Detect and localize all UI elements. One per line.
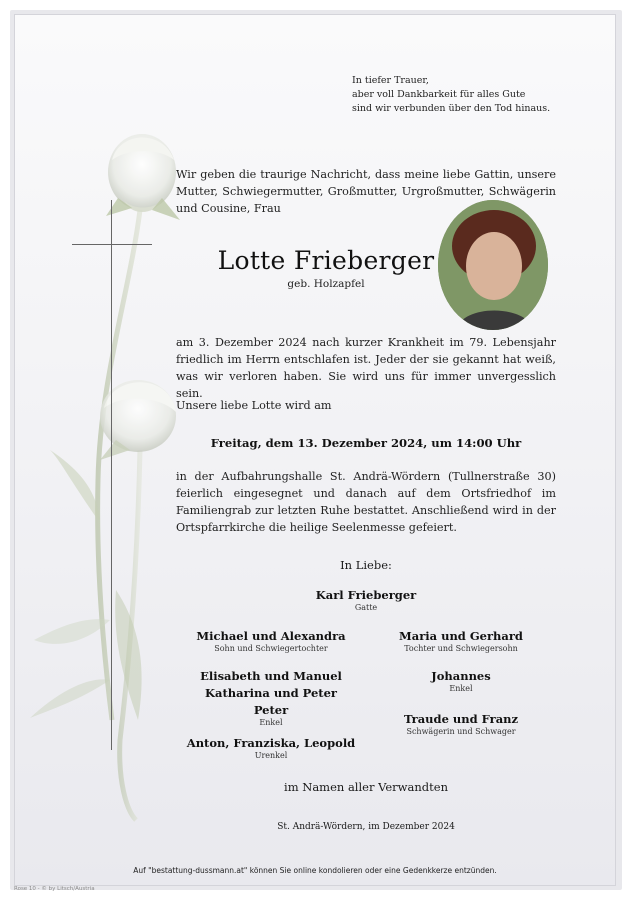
mourner-left-1 <box>176 629 366 654</box>
portrait-image <box>438 200 548 330</box>
mourner-name: Anton, Franziska, Leopold <box>186 736 356 750</box>
mourner-right-2 <box>366 669 556 694</box>
mourner-relation: Enkel <box>449 684 473 693</box>
relatives-line: im Namen aller Verwandten <box>284 780 448 794</box>
mourner-name: Maria und Gerhard <box>399 629 523 643</box>
mourner-right-3 <box>366 712 556 737</box>
funeral-intro: Unsere liebe Lotte wird am <box>176 399 332 412</box>
intro-line: In tiefer Trauer, <box>352 75 429 86</box>
mourner-name: Traude und Franz <box>403 712 519 726</box>
mourner-name: Michael und Alexandra <box>196 629 346 643</box>
mourner-name: Elisabeth und Manuel <box>200 669 342 683</box>
cross-horizontal <box>72 244 152 245</box>
death-text: am 3. Dezember 2024 nach kurzer Krankheit im 79. Lebensjahr friedlich im Herrn entschlafen ist. Jeder der sie gekannt hat weiß, was wir verloren haben. Sie wird uns für immer unvergesslich sein. <box>176 336 556 400</box>
intro-line: aber voll Dankbarkeit für alles Gute <box>352 89 526 100</box>
mourner-relation: Sohn und Schwiegertochter <box>214 644 328 653</box>
mourner-name: Karl Frieberger <box>315 588 417 602</box>
mourner-name: Johannes <box>431 669 491 683</box>
maiden-name: geb. Holzapfel <box>287 278 365 290</box>
mourner-name: Katharina und Peter <box>205 686 337 700</box>
mourner-left-2 <box>176 669 366 728</box>
rose-illustration <box>20 120 200 840</box>
mourner-relation: Gatte <box>354 603 378 612</box>
mourner-right-1 <box>366 629 556 654</box>
mourner-left-3 <box>176 736 366 761</box>
intro-line: sind wir verbunden über den Tod hinaus. <box>352 103 551 114</box>
mourner-relation: Enkel <box>259 718 283 727</box>
mourner-name: Peter <box>253 703 289 717</box>
cross-vertical <box>111 200 112 750</box>
image-credit: Rose 10 - © by Litsch/Austria <box>14 886 95 892</box>
footer-note: Auf "bestattung-dussmann.at" können Sie online kondolieren oder eine Gedenkkerze entzünden. <box>133 866 497 875</box>
portrait-photo <box>438 200 548 330</box>
mourner-relation: Urenkel <box>254 751 288 760</box>
in-love-label: In Liebe: <box>340 558 392 572</box>
funeral-text: in der Aufbahrungshalle St. Andrä-Wördern (Tullnerstraße 30) feierlich eingesegnet und danach auf dem Ortsfriedhof im Familiengrab zur letzten Ruhe bestattet. Anschließend wird in der Ortspfarrkirche die heilige Seelenmesse gefeiert. <box>176 470 556 534</box>
deceased-name: Lotte Frieberger <box>217 246 435 275</box>
mourner-relation: Schwägerin und Schwager <box>406 727 516 736</box>
intro-quote <box>352 74 582 116</box>
funeral-date: Freitag, dem 13. Dezember 2024, um 14:00 Uhr <box>210 436 522 450</box>
announcement-text: Wir geben die traurige Nachricht, dass meine liebe Gattin, unsere Mutter, Schwiegermutter, Großmutter, Urgroßmutter, Schwägerin und Cousine, Frau <box>176 168 556 215</box>
mourner-relation: Tochter und Schwiegersohn <box>404 644 518 653</box>
spouse-block <box>176 588 556 613</box>
place-date: St. Andrä-Wördern, im Dezember 2024 <box>277 822 455 832</box>
